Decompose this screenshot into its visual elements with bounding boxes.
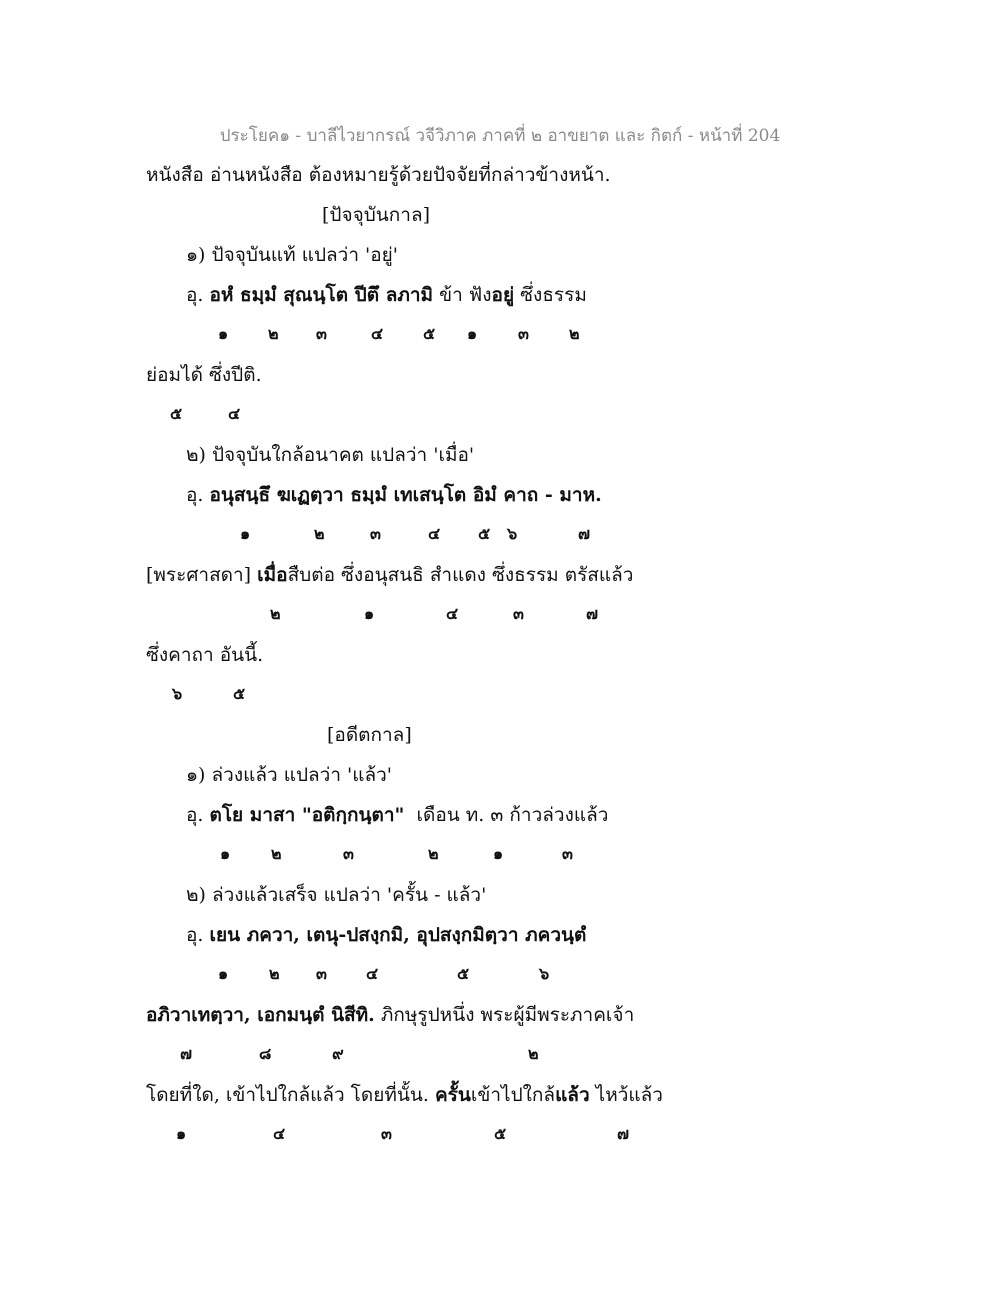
- example-prefix: อุ.: [186, 804, 204, 826]
- pali-text: ตโย มาสา "อติกฺกนฺตา": [209, 804, 405, 826]
- word-order-number: ๓: [316, 324, 327, 343]
- example-prefix: อุ.: [186, 284, 204, 306]
- word-order-number: ๕: [170, 404, 183, 423]
- word-order-number: ๑: [218, 324, 229, 343]
- word-order-number: ๖: [172, 684, 183, 703]
- section-heading-past: [อดีตกาล]: [327, 724, 412, 746]
- pali-text: อหํ ธมฺมํ สุณนฺโต ปีตึ ลภามิ: [209, 284, 434, 306]
- word-order-number: ๑: [176, 1124, 187, 1143]
- word-order-number: ๑: [220, 844, 231, 863]
- word-order-number: ๒: [268, 324, 279, 343]
- text-line: ย่อมได้ ซึ่งปีติ.: [146, 364, 262, 386]
- word-order-number: ๔: [428, 524, 441, 543]
- example-prefix: อุ.: [186, 924, 204, 946]
- word-order-number: ๒: [271, 844, 282, 863]
- word-order-number: ๓: [370, 524, 381, 543]
- thai-translation: ซึ่งธรรม: [520, 284, 587, 306]
- word-order-number: ๒: [270, 604, 281, 623]
- page-header: ประโยค๑ - บาลีไวยากรณ์ วจีวิภาค ภาคที่ ๒ อาขยาต และ กิตก์ - หน้าที่ 204: [219, 126, 781, 146]
- word-order-number: ๒: [269, 964, 280, 983]
- thai-translation: [พระศาสดา]: [146, 564, 252, 586]
- rule-title: ๒) ล่วงแล้วเสร็จ แปลว่า 'ครั้น - แล้ว': [186, 884, 487, 906]
- thai-translation: ข้า ฟัง: [439, 284, 492, 306]
- word-order-number: ๔: [371, 324, 384, 343]
- word-order-number: ๑: [467, 324, 478, 343]
- thai-translation: เดือน ท. ๓ ก้าวล่วงแล้ว: [416, 804, 609, 826]
- thai-translation: สืบต่อ ซึ่งอนุสนธิ สำแดง ซึ่งธรรม ตรัสแล้ว: [287, 564, 634, 586]
- thai-translation: ไหว้แล้ว: [595, 1084, 663, 1106]
- thai-translation: โดยที่ใด, เข้าไปใกล้แล้ว โดยที่นั้น.: [146, 1084, 429, 1106]
- rule-title: ๑) ปัจจุบันแท้ แปลว่า 'อยู่': [186, 244, 399, 266]
- pali-text: เยน ภควา, เตนุ-ปสงฺกมิ, อุปสงฺกมิตฺวา ภควนฺตํ: [209, 924, 587, 946]
- word-order-number: ๖: [539, 964, 550, 983]
- word-order-number: ๒: [314, 524, 325, 543]
- text-line: หนังสือ อ่านหนังสือ ต้องหมายรู้ด้วยปัจจัยที่กล่าวข้างหน้า.: [146, 164, 611, 186]
- section-heading-present: [ปัจจุบันกาล]: [322, 204, 431, 226]
- word-order-number: ๖: [507, 524, 518, 543]
- word-order-number: ๓: [343, 844, 354, 863]
- word-order-number: ๓: [381, 1124, 392, 1143]
- word-order-number: ๕: [478, 524, 491, 543]
- example-prefix: อุ.: [186, 484, 204, 506]
- word-order-number: ๑: [218, 964, 229, 983]
- word-order-number: ๒: [569, 324, 580, 343]
- word-order-number: ๔: [273, 1124, 286, 1143]
- pali-text: อภิวาเทตฺวา, เอกมนฺตํ นิสีทิ.: [146, 1004, 375, 1026]
- word-order-number: ๗: [578, 524, 591, 543]
- word-order-number: ๓: [513, 604, 524, 623]
- pali-text: อนุสนฺธึ ฆเฏตฺวา ธมฺมํ เทเสนฺโต อิมํ คาถ - มาห.: [209, 484, 602, 506]
- word-order-number: ๔: [228, 404, 241, 423]
- word-order-number: ๙: [332, 1044, 344, 1063]
- word-order-number: ๕: [233, 684, 246, 703]
- rule-title: ๑) ล่วงแล้ว แปลว่า 'แล้ว': [186, 764, 393, 786]
- word-order-number: ๕: [457, 964, 470, 983]
- word-order-number: ๓: [518, 324, 529, 343]
- text-line: ซึ่งคาถา อันนี้.: [146, 644, 264, 666]
- thai-emphasis: อยู่: [491, 284, 515, 306]
- word-order-number: ๓: [562, 844, 573, 863]
- rule-title: ๒) ปัจจุบันใกล้อนาคต แปลว่า 'เมื่อ': [186, 444, 475, 466]
- word-order-number: ๔: [446, 604, 459, 623]
- word-order-number: ๘: [259, 1044, 272, 1063]
- thai-translation: ภิกษุรูปหนึ่ง พระผู้มีพระภาคเจ้า: [380, 1004, 635, 1026]
- word-order-number: ๕: [423, 324, 436, 343]
- thai-translation: เข้าไปใกล้: [470, 1084, 556, 1106]
- word-order-number: ๗: [617, 1124, 630, 1143]
- word-order-number: ๒: [528, 1044, 539, 1063]
- word-order-number: ๑: [493, 844, 504, 863]
- thai-emphasis: เมื่อ: [257, 564, 288, 586]
- word-order-number: ๑: [364, 604, 375, 623]
- thai-emphasis: แล้ว: [555, 1084, 590, 1106]
- word-order-number: ๒: [428, 844, 439, 863]
- word-order-number: ๑: [240, 524, 251, 543]
- word-order-number: ๗: [180, 1044, 193, 1063]
- thai-emphasis: ครั้น: [434, 1084, 471, 1106]
- word-order-number: ๔: [366, 964, 379, 983]
- word-order-number: ๓: [316, 964, 327, 983]
- word-order-number: ๗: [586, 604, 599, 623]
- word-order-number: ๕: [494, 1124, 507, 1143]
